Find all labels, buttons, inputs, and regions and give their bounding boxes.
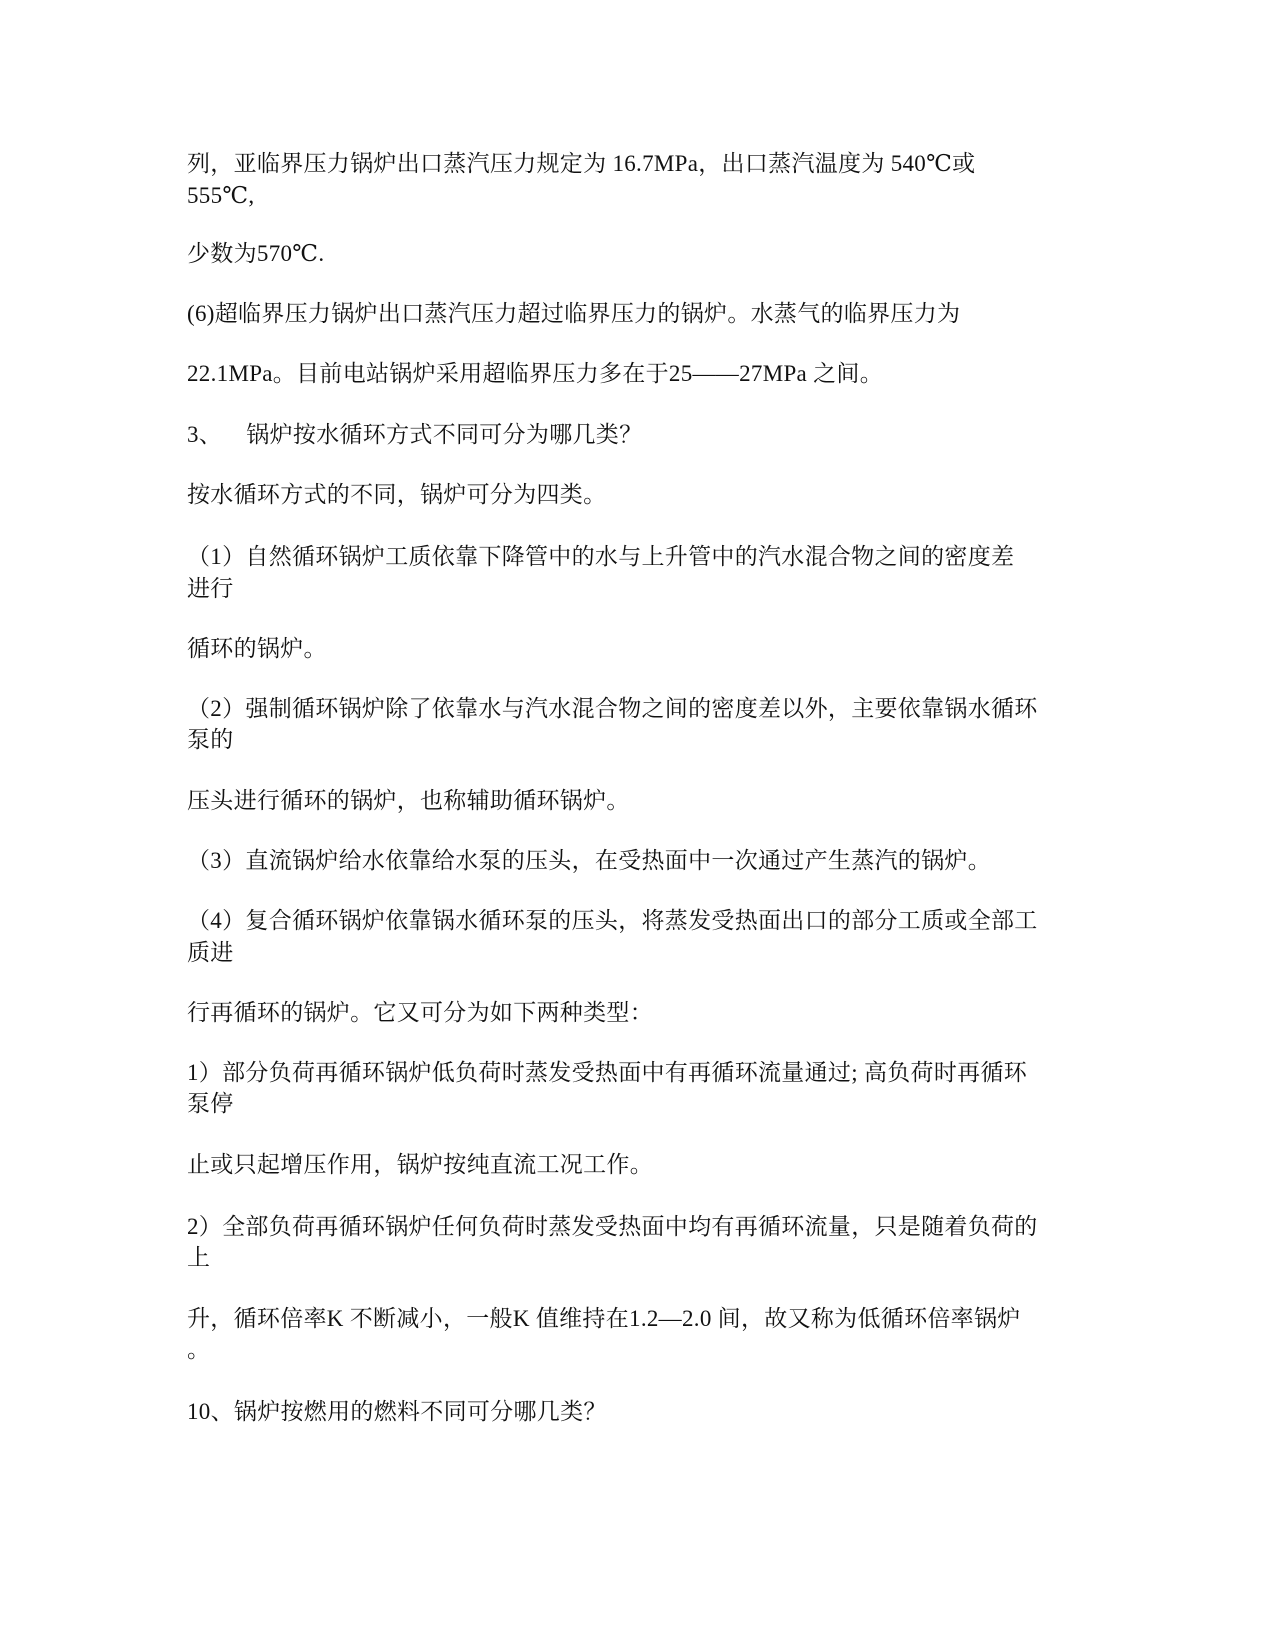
text-line: 按水循环方式的不同，锅炉可分为四类。: [187, 482, 607, 507]
text-line: 少数为570℃.: [187, 241, 325, 266]
list-item-heading: （4）复合循环锅炉依靠锅水循环泵的压头，将蒸发受热面出口的部分工质或全部工: [187, 908, 1038, 933]
list-item-heading: （2）强制循环锅炉除了依靠水与汽水混合物之间的密度差以外，主要依靠锅水循环: [187, 696, 1038, 721]
text-line: 555℃,: [187, 183, 255, 208]
text-line: 上: [187, 1245, 211, 1270]
text-line: 泵停: [187, 1091, 234, 1116]
list-item-heading: （3）直流锅炉给水依靠给水泵的压头，在受热面中一次通过产生蒸汽的锅炉。: [187, 848, 991, 873]
text-line: 22.1MPa。目前电站锅炉采用超临界压力多在于25——27MPa 之间。: [187, 361, 884, 386]
list-item-heading: （1）自然循环锅炉工质依靠下降管中的水与上升管中的汽水混合物之间的密度差: [187, 544, 1015, 569]
list-item-heading: 2）全部负荷再循环锅炉任何负荷时蒸发受热面中均有再循环流量，只是随着负荷的: [187, 1214, 1038, 1239]
text-line: 止或只起增压作用，锅炉按纯直流工况工作。: [187, 1152, 653, 1177]
list-item-heading: 1）部分负荷再循环锅炉低负荷时蒸发受热面中有再循环流量通过; 高负荷时再循环: [187, 1060, 1028, 1085]
text-line: 。: [187, 1337, 211, 1362]
question-heading: 3、 锅炉按水循环方式不同可分为哪几类？: [187, 422, 643, 447]
text-line: 压头进行循环的锅炉，也称辅助循环锅炉。: [187, 788, 630, 813]
list-item-heading: (6)超临界压力锅炉出口蒸汽压力超过临界压力的锅炉。水蒸气的临界压力为: [187, 301, 961, 326]
text-line: 循环的锅炉。: [187, 636, 327, 661]
text-line: 泵的: [187, 727, 234, 752]
text-line: 质进: [187, 940, 234, 965]
question-heading: 10、锅炉按燃用的燃料不同可分哪几类？: [187, 1399, 607, 1424]
text-line: 进行: [187, 576, 234, 601]
text-line: 列，亚临界压力锅炉出口蒸汽压力规定为 16.7MPa，出口蒸汽温度为 540℃或: [187, 151, 976, 176]
text-line: 升，循环倍率K 不断减小，一般K 值维持在1.2—2.0 间，故又称为低循环倍率锅炉: [187, 1306, 1021, 1331]
text-line: 行再循环的锅炉。它又可分为如下两种类型：: [187, 1000, 653, 1025]
